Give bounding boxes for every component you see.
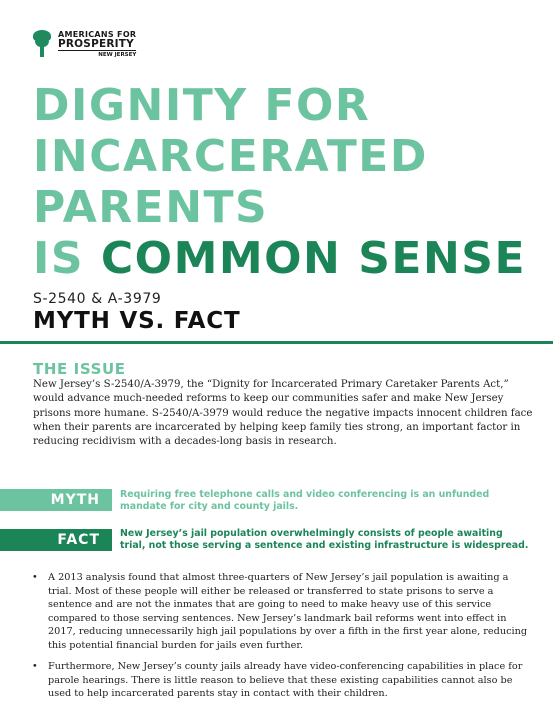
bullet-icon: •	[32, 572, 38, 583]
logo-line-2: PROSPERITY	[58, 38, 134, 50]
myth-text: Requiring free telephone calls and video conferencing is an unfunded mandate for city and county jails.	[120, 489, 490, 512]
bullet-text: Furthermore, New Jersey’s county jails already have video-conferencing capabilities in place for parole hearings. There is little reason to believe that these existing capabilities cannot also be used to help incarcerated parents stay in contact with their children.	[48, 661, 523, 699]
bill-number: S-2540 & A-3979	[33, 291, 162, 307]
headline	[33, 80, 526, 284]
fact-text: New Jersey’s jail population overwhelmingly consists of people awaiting trial, not those serving a sentence and existing infrastructure is widespread.	[120, 528, 529, 551]
headline-line-4-light: IS	[33, 233, 101, 284]
bullet-text: A 2013 analysis found that almost three-quarters of New Jersey’s jail population is awaiting a trial. Most of these people will either be released or transferred to state prisons to serve a sentence and are not the inmates that are going to need to make heavy use of this service compared to those serving sentences. New Jersey’s landmark bail reforms went into effect in 2017, reducing unnecessarily high jail populations by over a fifth in the first year alone, reducing this potential financial burden for jails even further.	[48, 572, 528, 651]
fact-label: FACT	[0, 529, 112, 551]
headline-line-3: PARENTS	[33, 182, 269, 233]
torch-icon	[32, 30, 54, 58]
section-title: MYTH VS. FACT	[33, 308, 241, 334]
headline-line-4	[33, 233, 526, 284]
headline-line-4-strong: COMMON SENSE	[100, 233, 527, 284]
headline-line-2: INCARCERATED	[33, 131, 428, 182]
list-item	[28, 571, 533, 652]
myth-label: MYTH	[0, 489, 112, 511]
bullet-icon: •	[32, 661, 38, 672]
headline-line-1: DIGNITY FOR	[33, 80, 371, 131]
divider	[0, 341, 553, 344]
issue-title: THE ISSUE	[33, 360, 126, 378]
afp-logo	[32, 30, 136, 59]
issue-body: New Jersey’s S-2540/A-3979, the “Dignity for Incarcerated Primary Caretaker Parents Act,” would advance much-needed reforms to keep our communities safer and make New Jersey prisons more humane. S-2540/A-3979 would reduce the negative impacts innocent children face when their parents are incarcerated by helping keep family ties strong, an important factor in reducing recidivism with a decades-long basis in research.	[33, 379, 533, 448]
list-item	[28, 660, 533, 701]
fact-bullet-list	[28, 571, 533, 709]
logo-line-3: NEW JERSEY	[58, 50, 136, 59]
logo-line-1: AMERICANS FOR	[58, 30, 137, 39]
